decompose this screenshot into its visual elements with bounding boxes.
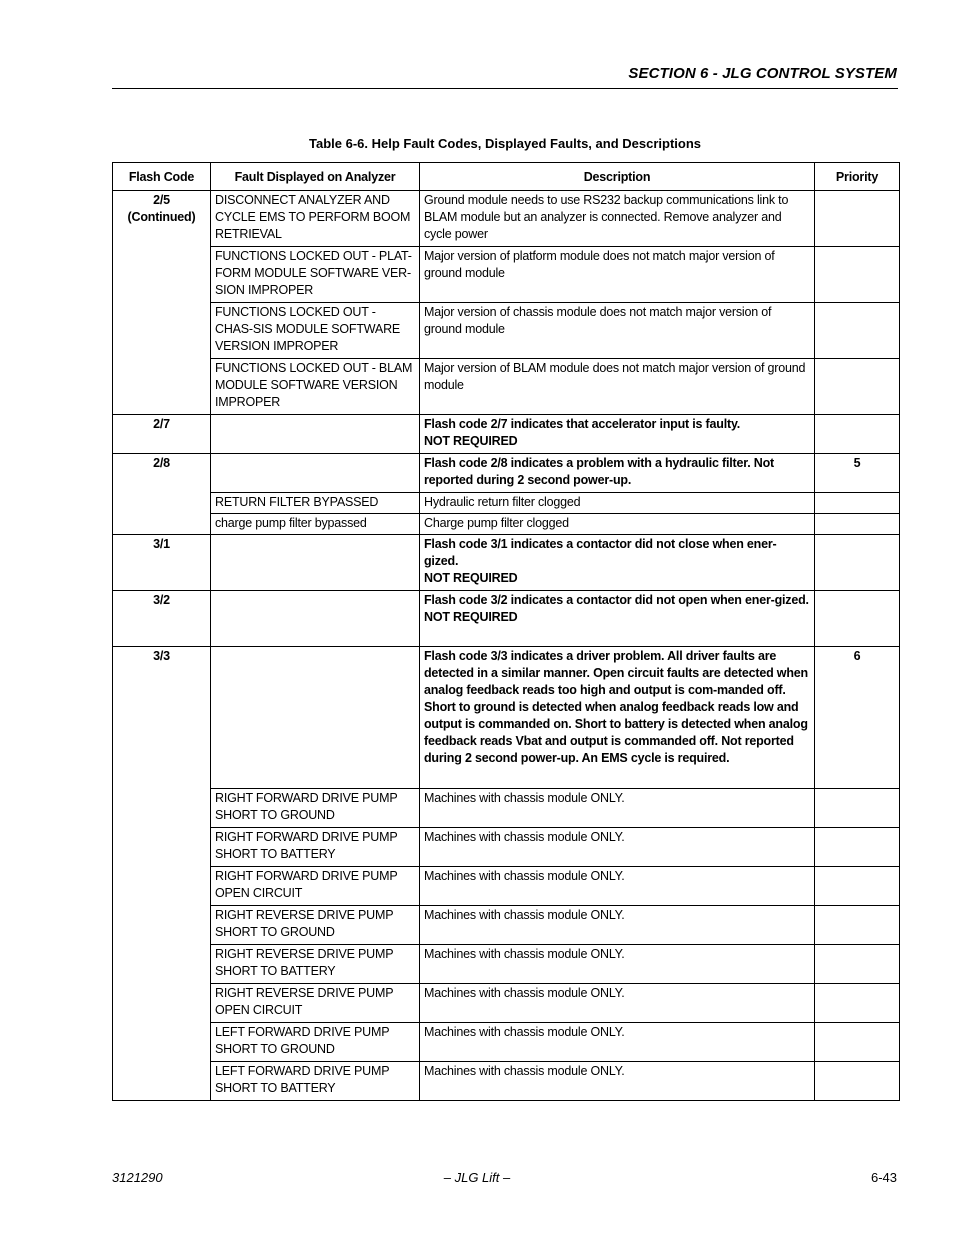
description-cell: Machines with chassis module ONLY. [420,1062,815,1101]
fault-cell: RIGHT FORWARD DRIVE PUMP SHORT TO BATTERY [211,828,420,867]
priority-cell [815,984,900,1023]
fault-cell [211,415,420,454]
table-row [113,945,900,984]
priority-cell [815,247,900,303]
table-row [113,191,900,247]
priority-cell [815,1062,900,1101]
fault-cell: LEFT FORWARD DRIVE PUMP SHORT TO GROUND [211,1023,420,1062]
table-row [113,1062,900,1101]
table-row [113,535,900,591]
section-title: SECTION 6 - JLG CONTROL SYSTEM [628,65,897,82]
priority-cell [815,191,900,247]
table-row [113,828,900,867]
flash-code-cell: 2/7 [113,415,211,454]
fault-cell: FUNCTIONS LOCKED OUT - PLAT-FORM MODULE SOFTWARE VER-SION IMPROPER [211,247,420,303]
description-cell: Flash code 3/3 indicates a driver problem. All driver faults are detected in a similar manner. Open circuit faults are detected when analog feedback reads too high and output is com-manded off. Short to ground is detected when analog feedback reads low and output is commanded on. Short to battery is detected when analog feedback reads Vbat and output is commanded off. Not reported during 2 second power-up. An EMS cycle is required. [420,647,815,789]
priority-cell: 5 [815,454,900,493]
priority-cell: 6 [815,647,900,789]
table-row [113,984,900,1023]
column-header-description: Description [420,163,815,191]
footer-page-number: 6-43 [870,1170,897,1185]
fault-cell: RETURN FILTER BYPASSED [211,493,420,514]
description-cell: Machines with chassis module ONLY. [420,789,815,828]
priority-cell [815,867,900,906]
table-row [113,514,900,535]
description-cell: Machines with chassis module ONLY. [420,867,815,906]
priority-cell [815,359,900,415]
table-row [113,591,900,647]
priority-cell [815,906,900,945]
priority-cell [815,535,900,591]
table-row [113,1023,900,1062]
fault-cell: charge pump filter bypassed [211,514,420,535]
priority-cell [815,415,900,454]
fault-cell: RIGHT REVERSE DRIVE PUMP SHORT TO GROUND [211,906,420,945]
flash-code-cell: 2/8 [113,454,211,535]
description-cell: Machines with chassis module ONLY. [420,984,815,1023]
header-rule [112,88,898,89]
table-caption: Table 6-6. Help Fault Codes, Displayed Faults, and Descriptions [308,136,701,151]
description-cell: Machines with chassis module ONLY. [420,1023,815,1062]
table-row [113,415,900,454]
description-cell: Flash code 2/8 indicates a problem with a hydraulic filter. Not reported during 2 second power-up. [420,454,815,493]
description-cell: Machines with chassis module ONLY. [420,828,815,867]
priority-cell [815,828,900,867]
footer-doc-number: 3121290 [112,1170,163,1185]
table-row [113,359,900,415]
table-row [113,647,900,789]
flash-code-cell: 3/2 [113,591,211,647]
description-cell: Major version of chassis module does not match major version of ground module [420,303,815,359]
table-row [113,493,900,514]
description-cell: Machines with chassis module ONLY. [420,906,815,945]
fault-cell [211,591,420,647]
column-header-fault: Fault Displayed on Analyzer [211,163,420,191]
description-cell: Ground module needs to use RS232 backup communications link to BLAM module but an analyzer is connected. Remove analyzer and cycle power [420,191,815,247]
fault-codes-table [112,162,900,1101]
description-cell: Flash code 2/7 indicates that accelerator input is faulty. NOT REQUIRED [420,415,815,454]
footer-publisher: – JLG Lift – [443,1170,511,1185]
table-row [113,247,900,303]
description-cell: Major version of BLAM module does not match major version of ground module [420,359,815,415]
table-row [113,789,900,828]
fault-cell [211,454,420,493]
priority-cell [815,1023,900,1062]
description-cell: Charge pump filter clogged [420,514,815,535]
table-row [113,303,900,359]
fault-cell: RIGHT FORWARD DRIVE PUMP SHORT TO GROUND [211,789,420,828]
description-cell: Major version of platform module does not match major version of ground module [420,247,815,303]
description-cell: Hydraulic return filter clogged [420,493,815,514]
flash-code-cell: 2/5 (Continued) [113,191,211,415]
priority-cell [815,514,900,535]
fault-cell: DISCONNECT ANALYZER AND CYCLE EMS TO PERFORM BOOM RETRIEVAL [211,191,420,247]
flash-code-cell: 3/3 [113,647,211,1101]
priority-cell [815,591,900,647]
fault-cell: RIGHT FORWARD DRIVE PUMP OPEN CIRCUIT [211,867,420,906]
table-header-row [113,163,900,191]
description-cell: Flash code 3/1 indicates a contactor did not close when ener-gized. NOT REQUIRED [420,535,815,591]
table-row [113,906,900,945]
description-cell: Machines with chassis module ONLY. [420,945,815,984]
priority-cell [815,493,900,514]
fault-cell [211,535,420,591]
flash-code-cell: 3/1 [113,535,211,591]
fault-cell: RIGHT REVERSE DRIVE PUMP OPEN CIRCUIT [211,984,420,1023]
table-row [113,867,900,906]
fault-cell: RIGHT REVERSE DRIVE PUMP SHORT TO BATTERY [211,945,420,984]
fault-cell: FUNCTIONS LOCKED OUT - CHAS-SIS MODULE SOFTWARE VERSION IMPROPER [211,303,420,359]
priority-cell [815,303,900,359]
fault-cell [211,647,420,789]
priority-cell [815,789,900,828]
priority-cell [815,945,900,984]
table-row [113,454,900,493]
fault-cell: FUNCTIONS LOCKED OUT - BLAM MODULE SOFTWARE VERSION IMPROPER [211,359,420,415]
fault-cell: LEFT FORWARD DRIVE PUMP SHORT TO BATTERY [211,1062,420,1101]
column-header-priority: Priority [815,163,900,191]
description-cell: Flash code 3/2 indicates a contactor did not open when ener-gized. NOT REQUIRED [420,591,815,647]
column-header-flash-code: Flash Code [113,163,211,191]
